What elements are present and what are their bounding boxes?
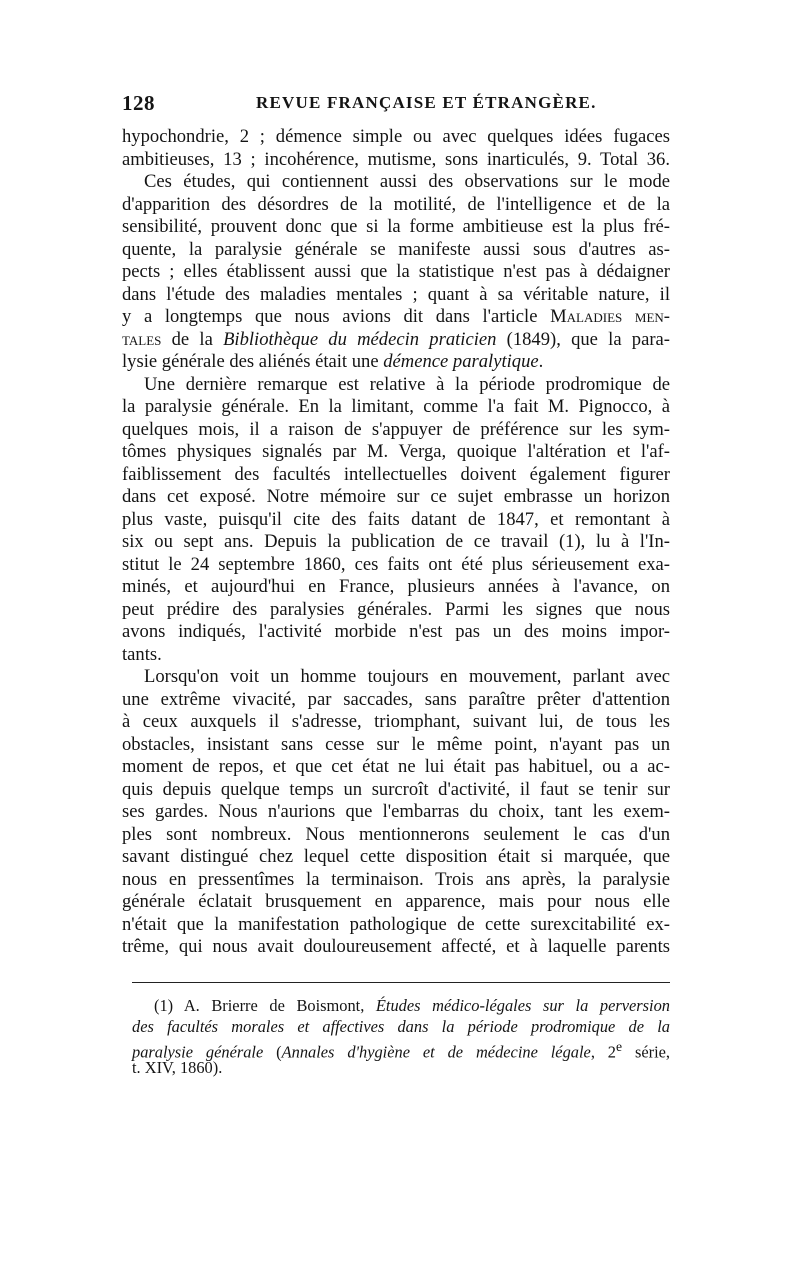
- italic-run: Études médico-légales sur la perversion: [375, 996, 670, 1015]
- text-line: obstacles, insistant sans cesse sur le même point, n'ayant pas un: [122, 733, 670, 755]
- footnote-rule: [132, 982, 670, 983]
- text-line: une extrême vivacité, par saccades, sans paraître prêter d'attention: [122, 688, 670, 710]
- text-run: série,: [622, 1042, 671, 1062]
- text-line: ambitieuses, 13 ; incohérence, mutisme, sons inarticulés, 9. Total 36.: [122, 148, 670, 170]
- text-line: générale éclatait brusquement en apparence, mais pour nous elle: [122, 891, 670, 912]
- text-line: quelques mois, il a raison de s'appuyer de préférence sur les sym-: [122, 418, 670, 440]
- text-line: nous en pressentîmes la terminaison. Trois ans après, la paralysie: [122, 868, 670, 890]
- running-head: [122, 91, 674, 117]
- text-line: d'apparition des désordres de la motilité, de l'intelligence et de la: [122, 193, 670, 215]
- text-line: Lorsqu'on voit un homme toujours en mouvement, parlant avec: [144, 666, 670, 687]
- text-line: Une dernière remarque est relative à la période prodromique de: [144, 373, 670, 395]
- text-line: hypochondrie, 2 ; démence simple ou avec quelques idées fugaces: [122, 126, 670, 147]
- text-line: six ou sept ans. Depuis la publication de ce travail (1), lu à l'In-: [122, 531, 670, 552]
- text-line: moment de repos, et que cet état ne lui était pas habituel, ou a ac-: [122, 756, 670, 777]
- text-line: la paralysie générale. En la limitant, comme l'a fait M. Pignocco, à: [122, 396, 670, 417]
- text-line: ples sont nombreux. Nous mentionnerons seulement le cas d'un: [122, 823, 670, 845]
- text-run: y a longtemps que nous avions dit dans l'article: [122, 306, 551, 327]
- text-line: savant distingué chez lequel cette disposition était si marquée, que: [122, 846, 670, 867]
- text-line: dans l'étude des maladies mentales ; quant à sa véritable nature, il: [122, 283, 670, 305]
- text-line: avons indiqués, l'activité morbide n'est pas un des moins impor-: [122, 621, 670, 642]
- superscript: e: [616, 1039, 623, 1054]
- text-line: [122, 329, 670, 352]
- footnote-line: [132, 996, 670, 1017]
- text-run: , 2: [590, 1042, 617, 1062]
- text-line: dans cet exposé. Notre mémoire sur ce sujet embrasse un horizon: [122, 486, 670, 507]
- text-line: quis depuis quelque temps un surcroît d'activité, il faut se tenir sur: [122, 778, 670, 800]
- text-line: à ceux auxquels il s'adresse, triomphant, suivant lui, de tous les: [122, 711, 670, 732]
- text-line: tants.: [122, 643, 162, 665]
- italic-run: démence paralytique: [383, 351, 539, 372]
- text-line: stitut le 24 septembre 1860, ces faits ont été plus sérieusement exa-: [122, 553, 670, 575]
- text-line: tômes physiques signalés par M. Verga, quoique l'altération et l'af-: [122, 441, 670, 462]
- italic-run: Bibliothèque du médecin praticien: [223, 328, 497, 350]
- text-line: quente, la paralysie générale se manifeste aussi sous d'autres as-: [122, 238, 670, 260]
- text-line: minés, et aujourd'hui en France, plusieurs années à l'avance, on: [122, 576, 670, 597]
- text-line: sensibilité, prouvent donc que si la forme ambitieuse est la plus fré-: [122, 216, 670, 237]
- text-run: .: [538, 351, 544, 372]
- body-text: [122, 126, 670, 959]
- text-line: faiblissement des facultés intellectuelles doivent également figurer: [122, 463, 670, 485]
- text-line: trême, qui nous avait douloureusement affecté, et à laquelle parents: [122, 936, 670, 957]
- footnote-line: t. XIV, 1860).: [132, 1057, 223, 1077]
- page-number: 128: [122, 91, 155, 115]
- text-line: [122, 351, 670, 374]
- footnote: [132, 996, 670, 1078]
- footnote-line: [132, 1037, 671, 1062]
- small-caps-run: tales: [122, 328, 162, 350]
- text-line: plus vaste, puisqu'il cite des faits datant de 1847, et remontant à: [122, 508, 670, 530]
- text-line: peut prédire des paralysies générales. Parmi les signes que nous: [122, 598, 670, 620]
- text-run: (: [263, 1042, 282, 1062]
- text-line: [122, 306, 670, 329]
- text-line: ses gardes. Nous n'aurions que l'embarras du choix, tant les exem-: [122, 801, 670, 822]
- text-run: (1849), que la para-: [496, 328, 670, 350]
- text-run: lysie générale des aliénés était une: [122, 351, 384, 372]
- text-run: de la: [161, 328, 224, 350]
- small-caps-run: Maladies men-: [550, 306, 670, 327]
- italic-run: des facultés morales et affectives dans la période prodromique de la: [132, 1016, 670, 1036]
- header-title: REVUE FRANÇAISE ET ÉTRANGÈRE.: [256, 93, 597, 112]
- text-run: (1) A. Brierre de Boismont,: [154, 996, 376, 1015]
- text-line: pects ; elles établissent aussi que la statistique n'est pas à dédaigner: [122, 261, 670, 282]
- footnote-line: [132, 1017, 670, 1038]
- text-line: n'était que la manifestation pathologique de cette surexcitabilité ex-: [122, 913, 670, 935]
- text-line: Ces études, qui contiennent aussi des observations sur le mode: [144, 171, 670, 192]
- italic-run: Annales d'hygiène et de médecine légale: [281, 1042, 591, 1062]
- italic-run: paralysie générale: [132, 1042, 264, 1062]
